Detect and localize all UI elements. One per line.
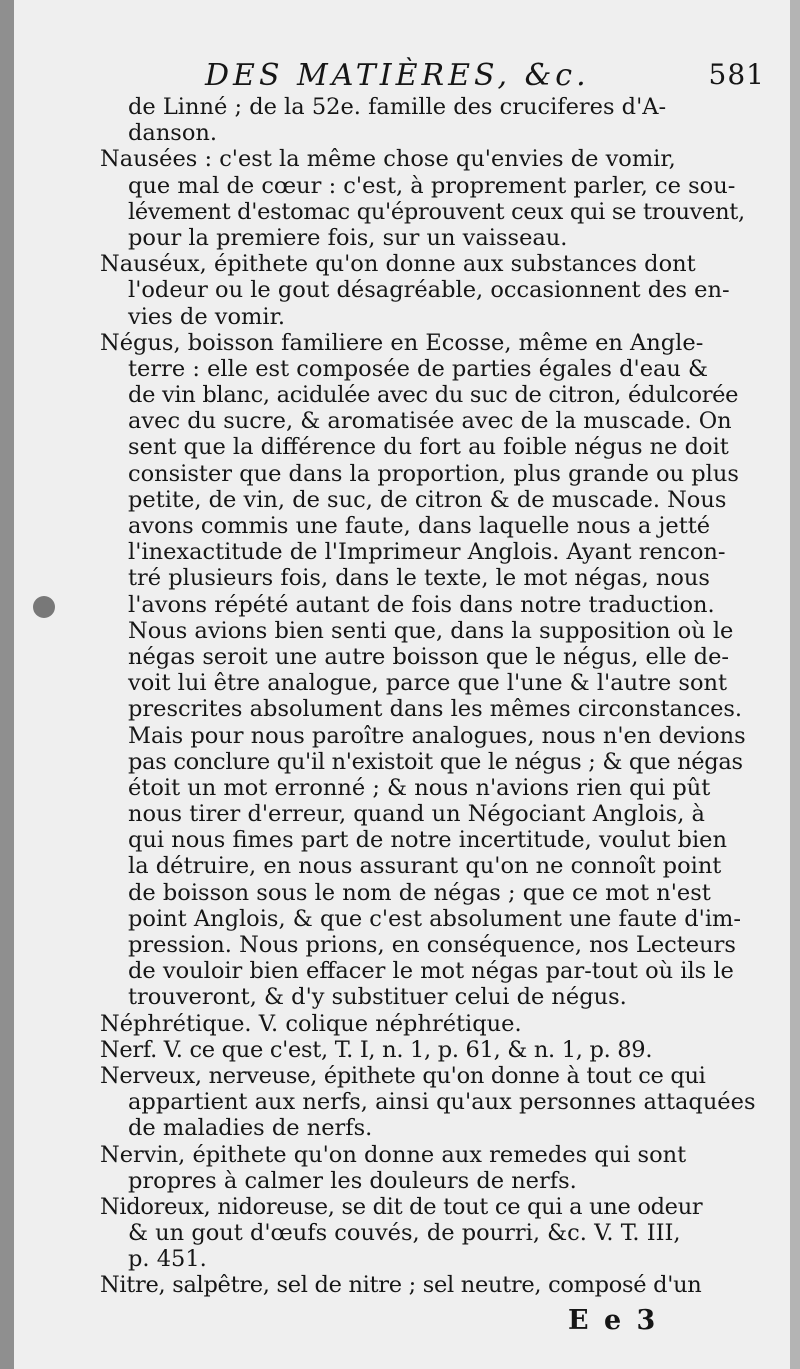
text-line: étoit un mot erronné ; & nous n'avions rien qui pût xyxy=(128,774,711,801)
entry-line: Néphrétique. V. colique néphrétique. xyxy=(100,1010,522,1037)
text-line: la détruire, en nous assurant qu'on ne connoît point xyxy=(128,853,722,880)
text-line: qui nous fimes part de notre incertitude, voulut bien xyxy=(128,827,727,854)
text-line: négas seroit une autre boisson que le négus, elle de- xyxy=(128,643,729,670)
text-line: pour la premiere fois, sur un vaisseau. xyxy=(128,224,568,251)
entry-line: Nervin, épithete qu'on donne aux remedes qui sont xyxy=(100,1141,687,1168)
text-line: trouveront, & d'y substituer celui de négus. xyxy=(128,984,627,1011)
entry-line: Nausées : c'est la même chose qu'envies de vomir, xyxy=(100,146,676,173)
text-line: propres à calmer les douleurs de nerfs. xyxy=(128,1167,577,1194)
page-number: 581 xyxy=(708,58,765,91)
entry-line: Négus, boisson familiere en Ecosse, même en Angle- xyxy=(100,329,704,356)
text-line: l'inexactitude de l'Imprimeur Anglois. Ayant rencon- xyxy=(128,539,726,566)
text-line: vies de vomir. xyxy=(128,303,286,330)
text-line: prescrites absolument dans les mêmes circonstances. xyxy=(128,696,743,723)
text-line: terre : elle est composée de parties égales d'eau & xyxy=(128,355,709,382)
text-line: pression. Nous prions, en conséquence, nos Lecteurs xyxy=(128,932,736,958)
signature-mark: E e 3 xyxy=(568,1305,659,1336)
text-line: consister que dans la proportion, plus grande ou plus xyxy=(128,460,739,487)
text-line: tré plusieurs fois, dans le texte, le mot négas, nous xyxy=(128,565,710,592)
text-line: de vin blanc, acidulée avec du suc de citron, édulcorée xyxy=(128,382,739,409)
ink-blot xyxy=(33,596,55,618)
text-line: lévement d'estomac qu'éprouvent ceux qui se trouvent, xyxy=(128,198,745,225)
text-line: avons commis une faute, dans laquelle nous a jetté xyxy=(128,513,711,539)
text-line: l'odeur ou le gout désagréable, occasionnent des en- xyxy=(128,277,730,304)
entry-line: Nidoreux, nidoreuse, se dit de tout ce qui a une odeur xyxy=(100,1193,703,1220)
text-line: que mal de cœur : c'est, à proprement parler, ce sou- xyxy=(128,172,736,199)
text-line: l'avons répété autant de fois dans notre traduction. xyxy=(128,591,715,618)
text-line: avec du sucre, & aromatisée avec de la muscade. On xyxy=(128,408,732,435)
entry-line: Nitre, salpêtre, sel de nitre ; sel neutre, composé d'un xyxy=(100,1272,702,1299)
text-line: appartient aux nerfs, ainsi qu'aux personnes attaquées xyxy=(128,1089,756,1116)
text-line: p. 451. xyxy=(128,1246,207,1273)
entry-line: Nauséux, épithete qu'on donne aux substances dont xyxy=(100,251,696,278)
page-edge-shadow xyxy=(0,0,14,1369)
text-line: point Anglois, & que c'est absolument une faute d'im- xyxy=(128,905,741,932)
entry-line: Nerveux, nerveuse, épithete qu'on donne à tout ce qui xyxy=(100,1062,706,1089)
index-text xyxy=(100,94,770,1299)
text-line: nous tirer d'erreur, quand un Négociant Anglois, à xyxy=(128,801,705,828)
text-line: voit lui être analogue, parce que l'une & l'autre sont xyxy=(128,670,728,697)
text-line: Nous avions bien senti que, dans la supposition où le xyxy=(128,617,734,644)
text-line: de maladies de nerfs. xyxy=(128,1115,373,1142)
text-line: de Linné ; de la 52e. famille des cruciferes d'A- xyxy=(128,94,667,120)
entry-line: Nerf. V. ce que c'est, T. I, n. 1, p. 61, & n. 1, p. 89. xyxy=(100,1036,653,1063)
text-line: de vouloir bien effacer le mot négas par-tout où ils le xyxy=(128,958,734,985)
text-line: danson. xyxy=(128,120,218,147)
text-line: sent que la différence du fort au foible négus ne doit xyxy=(128,434,729,461)
text-line: de boisson sous le nom de négas ; que ce mot n'est xyxy=(128,879,711,906)
running-header xyxy=(205,58,765,93)
text-line: Mais pour nous paroître analogues, nous n'en devions xyxy=(128,722,746,749)
text-line: petite, de vin, de suc, de citron & de muscade. Nous xyxy=(128,486,727,513)
text-line: & un gout d'œufs couvés, de pourri, &c. V. T. III, xyxy=(128,1220,681,1247)
text-line: pas conclure qu'il n'existoit que le négus ; & que négas xyxy=(128,748,743,775)
running-title: DES MATIÈRES, &c. xyxy=(205,58,590,93)
page-edge-right xyxy=(790,0,800,1369)
